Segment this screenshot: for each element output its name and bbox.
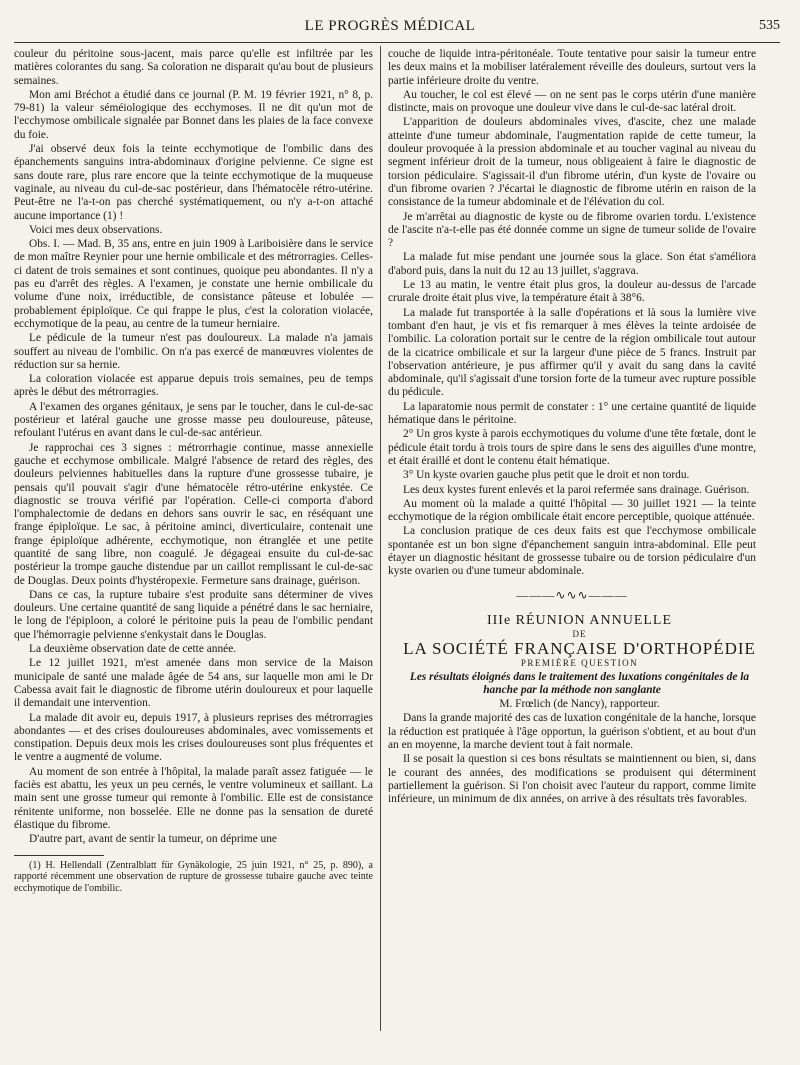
paragraph: La laparatomie nous permit de constater : 1° une certaine quantité de liquide hématique dans le péritoine. [388,400,756,427]
right-paragraphs [388,48,756,579]
paragraph: La malade dit avoir eu, depuis 1917, à plusieurs reprises des métrorragies abondantes — et des crises douloureuses abdominales, avec vomissements et constipation. Depuis deux mois les crises douloureuses sont plus fréquentes et le ventre a augmenté de volume. [14,711,373,764]
footnote-rule [14,855,104,856]
right-column [388,48,756,807]
section-title: IIIe RÉUNION ANNUELLE [486,612,673,628]
question-label: PREMIÈRE QUESTION [520,657,639,668]
paragraph: J'ai observé deux fois la teinte ecchymotique de l'ombilic dans des épanchements sanguins intra-abdominaux d'origine pelvienne. Ce signe est sans doute rare, plus rare encore que la teinte ecchymotique de la muqueuse vaginale, au niveau du cul-de-sac postérieur, dans l'hématocèle rétro-utérine. Peut-être ne l'a-t-on pas cherché systématiquement, ou n'y a-t-on attaché aucune importance (1) ! [14,143,373,222]
section-paragraphs [388,712,756,806]
paragraph: Je m'arrêtai au diagnostic de kyste ou de fibrome ovarien tordu. L'existence de l'ascite n'a-t-elle pas été donnée comme un signe de tumeur solide de l'ovaire ? [388,210,756,250]
paragraph: couche de liquide intra-péritonéale. Toute tentative pour saisir la tumeur entre les deux mains et la mobiliser latéralement réveille des douleurs, surtout vers la partie inférieure droite du ventre. [388,48,756,87]
footnote: (1) H. Hellendall (Zentralblatt für Gynäkologie, 25 juin 1921, n° 25, p. 890), a rapporté récemment une observation de rupture de grossesse tubaire gauche avec teinte ecchymotique de l'ombilic. [14,859,373,894]
paragraph: Le 13 au matin, le ventre était plus gros, la douleur au-dessus de l'arcade crurale droite était plus vive, la température était à 38°6. [388,279,756,305]
paragraph: Le 12 juillet 1921, m'est amenée dans mon service de la Maison municipale de santé une malade âgée de 54 ans, sur laquelle mon ami le Dr Cabessa avait fait le diagnostic de fibrome utérin douloureux et pour laquelle il demandait une intervention. [14,657,373,710]
paragraph: Voici mes deux observations. [29,223,163,236]
running-title: LE PROGRÈS MÉDICAL [304,18,476,34]
paragraph: Le pédicule de la tumeur n'est pas douloureux. La malade n'a jamais souffert au niveau de l'ombilic. On n'a pas exercé de manœuvres violentes de réduction sur sa hernie. [14,332,373,371]
paragraph: La deuxième observation date de cette année. [29,643,237,656]
paragraph: couleur du péritoine sous-jacent, mais parce qu'elle est infiltrée par les matières colorantes du sang. Sa coloration ne disparait qu'au bout de plusieurs semaines. [14,48,373,87]
paragraph: Au moment où la malade a quitté l'hôpital — 30 juillet 1921 — la teinte ecchymotique de la région ombilicale était encore perceptible, quoique atténuée. [388,497,756,524]
question-subject: Les résultats éloignés dans le traitement des luxations congénitales de la hanche par la méthode non sanglante [409,671,750,697]
header-rule [14,42,780,43]
paragraph: Au moment de son entrée à l'hôpital, la malade paraît assez fatiguée — le faciès est abattu, les yeux un peu cernés, le ventre volumineux et saillant. La main sent une grosse tumeur qui remonte à l'ombilic. Elle est de consistance rénitente uniforme, non bosselée. Elle ne donne pas la sensation de dureté élastique du fibrome. [14,765,373,831]
section-ornament: ———∿∿∿——— [516,587,628,602]
section-paragraph: Dans la grande majorité des cas de luxation congénitale de la hanche, lorsque la réduction est pratiquée à l'âge opportun, la guérison s'obtient, et au bout d'un an en moyenne, la marche devient tout à fait normale. [388,712,756,751]
paragraph: Obs. I. — Mad. B, 35 ans, entre en juin 1909 à Lariboisière dans le service de mon maître Reynier pour une hernie ombilicale et des métrorragies. Celles-ci datent de trois semaines et sont continues, quoique peu abondantes. Il n'y a pas eu d'arrêt des règles. A l'examen, je constate une hernie ombilicale du volume d'une noix, irréductible, de consistance pâteuse et lobulée — probablement épiploïque. Ce qui frappe le plus, c'est la coloration violacée, ecchymotique de la peau, au centre de la tumeur herniaire. [14,238,373,330]
paragraph: La coloration violacée est apparue depuis trois semaines, peu de temps après le début des métrorragies. [14,373,373,399]
paragraph: Mon ami Bréchot a étudié dans ce journal (P. M. 19 février 1921, n° 8, p. 79-81) la valeur séméiologique des ecchymoses. Il ne dit qu'un mot de l'ecchymose ombilicale signalée par Bonnet dans les plaies de la face convexe du foie. [14,88,373,141]
section-de: DE [572,629,587,640]
society-name: LA SOCIÉTÉ FRANÇAISE D'ORTHOPÉDIE [403,639,756,659]
left-paragraphs [14,48,373,847]
page-header [0,18,780,40]
paragraph: Les deux kystes furent enlevés et la paroi refermée sans drainage. Guérison. [403,483,750,496]
paragraph: La malade fut transportée à la salle d'opérations et là sous la lumière vive tombant d'en haut, je vis et fis remarquer à mes élèves la teinte ardoisée de l'ombilic. La coloration portait sur le centre de la région ombilicale tout autour de la cicatrice ombilicale et sur la largeur d'une pièce de 5 francs. Instruit par l'observation antérieure, je pus affirmer qu'il y avait du sang dans la cavité abdominale, qu'il s'agissait d'une torsion forte de la tumeur avec rupture possible du pédicule. [388,306,756,399]
page-number: 535 [759,18,780,33]
paragraph: Dans ce cas, la rupture tubaire s'est produite sans déterminer de vives douleurs. Une certaine quantité de sang liquide a pénétré dans le sac herniaire, le long de l'épiploon, a coloré le péritoine puis la peau de l'ombilic pendant que l'hémorragie pelvienne s'enkystait dans le Douglas. [14,588,373,641]
section-paragraph: Il se posait la question si ces bons résultats se maintiennent ou bien, si, dans le courant des années, des modifications se produisent qui déterminent partiellement la guérison. Si l'on choisit avec l'auteur du rapport, comme limite inférieure, un minimum de dix années, on arrive à des résultats très favorables. [388,753,756,806]
paragraph: L'apparition de douleurs abdominales vives, d'ascite, chez une malade atteinte d'une tumeur abdominale, l'augmentation rapide de cette tumeur, la douleur provoquée à la pression abdominale et au toucher vaginal au niveau du segment inférieur droit de la tumeur, nous obligeaient à faire le diagnostic de torsion pédiculaire. S'agissait-il d'un fibrome utérin, d'un kyste de l'ovaire ou d'un fibrome ovarien ? J'écartai le diagnostic de fibrome utérin en raison de la consistance de la tumeur abdominale et de l'élévation du col. [388,116,756,209]
paragraph: 2° Un gros kyste à parois ecchymotiques du volume d'une tête fœtale, dont le pédicule était tordu à trois tours de spire dans le sens des aiguilles d'une montre, et était éraillé et dont le contenu était hématique. [388,428,756,467]
paragraph: Je rapprochai ces 3 signes : métrorrhagie continue, masse annexielle gauche et ecchymose ombilicale. Malgré l'absence de retard des règles, des douleurs pelviennes habituelles dans la rupture d'une grossesse tubaire, je pensais qu'il pouvait s'agir d'une hématocèle rétro-utérine enkystée. Ce diagnostic se trouva vérifié par l'opération. Celle-ci comporta d'abord l'omphalectomie de dedans en dehors sans ouvrir le sac, en réséquant une frange épiploïque. Le sac, à péritoine aminci, diverticulaire, contenait une frange épiploïque adhérente, ecchymotique, non étranglée et une petite quantité de sang libre, non coagulé. Je dégageai ensuite du cul-de-sac postérieur la trompe gauche distendue par un caillot remplissant le cul-de-sac de Douglas. Deux points d'hystéropexie. Fermeture sans drainage, guérison. [14,441,373,587]
paragraph: Au toucher, le col est élevé — on ne sent pas le corps utérin d'une manière distincte, mais on provoque une douleur vive dans le cul-de-sac latéral droit. [388,88,756,115]
paragraph: La conclusion pratique de ces deux faits est que l'ecchymose ombilicale spontanée est un bon signe d'épanchement sanguin intra-abdominal. Elle peut étayer un diagnostic hésitant de grossesse tubaire ou de torsion pédiculaire d'un kyste ovarien ou d'une tumeur abdominale. [388,525,756,578]
paragraph: A l'examen des organes génitaux, je sens par le toucher, dans le cul-de-sac postérieur et latéral gauche une grosse masse peu douloureuse, pâteuse, refoulant l'utérus en avant dans le cul-de-sac antérieur. [14,400,373,440]
paragraph: D'autre part, avant de sentir la tumeur, on déprime une [29,833,277,846]
reporter-line: M. Frœlich (de Nancy), rapporteur. [499,698,660,711]
left-column [14,48,373,895]
column-divider [380,46,381,1031]
paragraph: 3° Un kyste ovarien gauche plus petit que le droit et non tordu. [403,469,690,482]
paragraph: La malade fut mise pendant une journée sous la glace. Son état s'améliora d'abord puis, dans la nuit du 12 au 13 juillet, s'aggrava. [388,251,756,277]
